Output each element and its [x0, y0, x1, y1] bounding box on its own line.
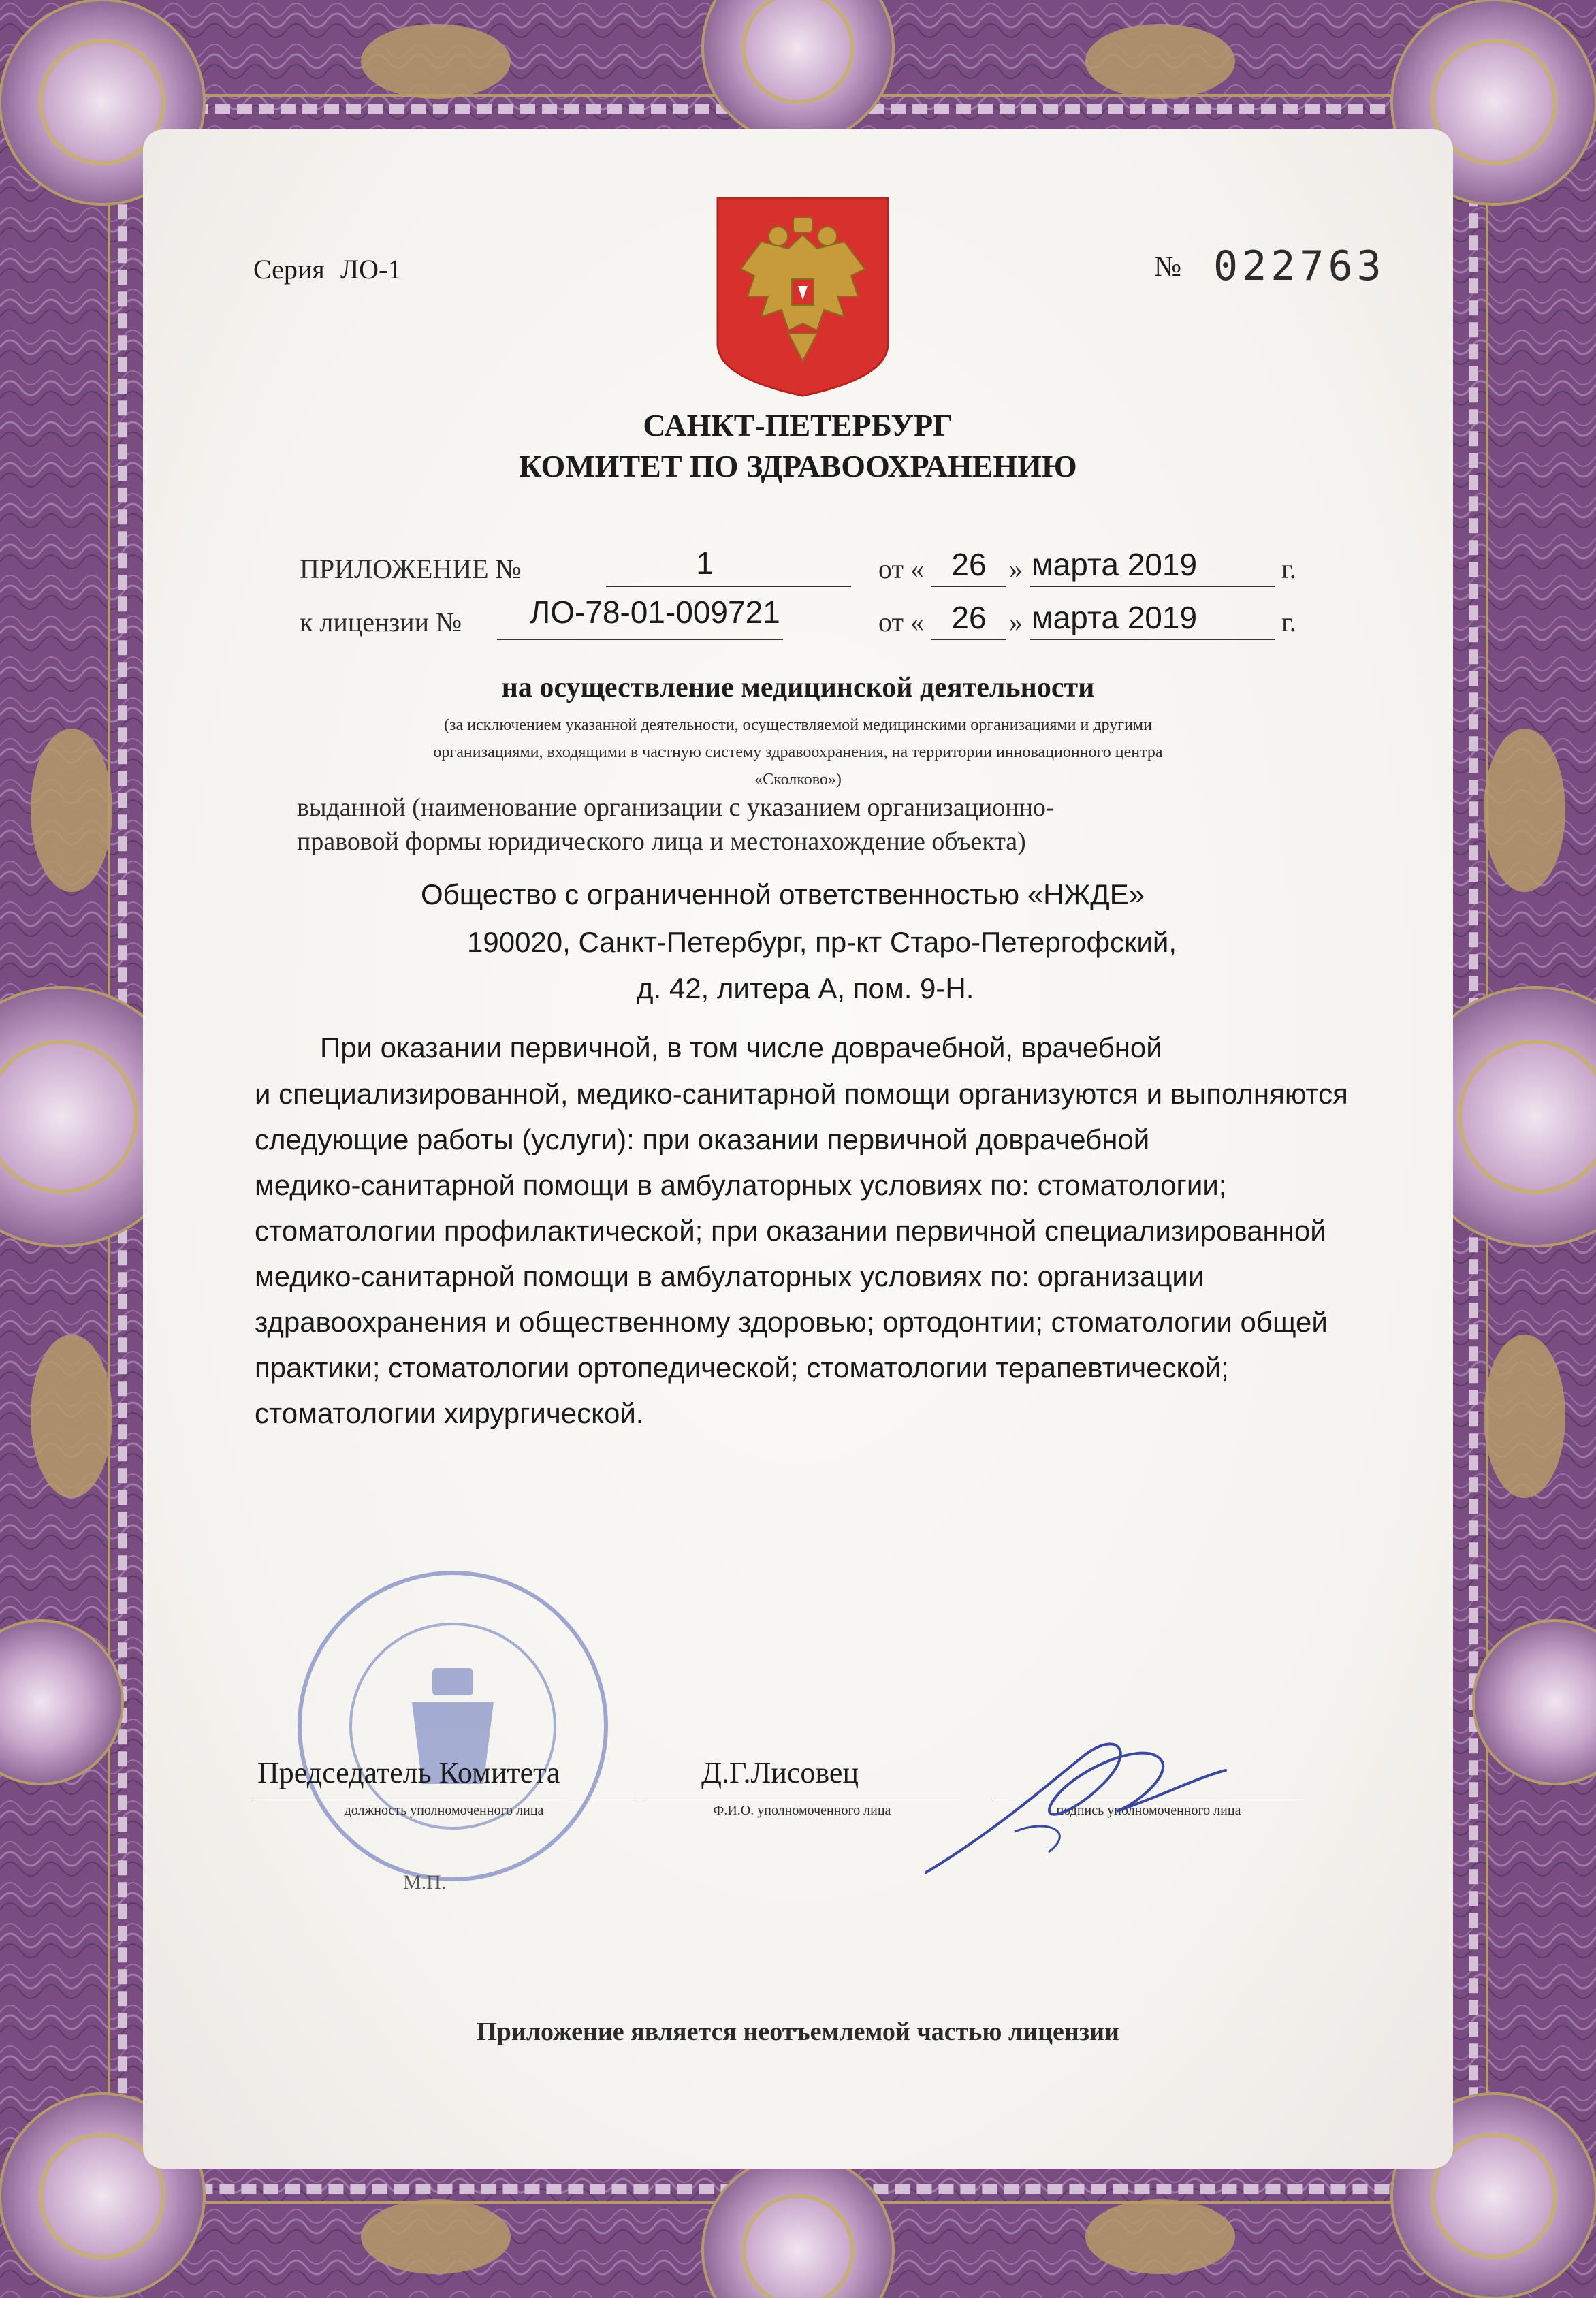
organization-address-line1: 190020, Санкт-Петербург, пр-кт Старо-Петергофский,: [467, 926, 1177, 958]
activity-note-line3: «Сколково»): [754, 771, 842, 788]
issued-line1: выданной (наименование организации с указанием организационно-: [297, 793, 1055, 822]
handwritten-signature: [912, 1729, 1239, 1886]
city-title: САНКТ-ПЕТЕРБУРГ: [643, 408, 953, 443]
services-line: здравоохранения и общественному здоровью; ортодонтии; стоматологии общей: [255, 1306, 1328, 1338]
number-value: 022763: [1213, 242, 1386, 290]
appendix-date-mid: »: [1009, 554, 1023, 584]
license-day: 26: [951, 600, 987, 635]
appendix-date-prefix: от «: [878, 554, 924, 584]
appendix-month-year: марта 2019: [1032, 547, 1198, 582]
sign-caption: подпись уполномоченного лица: [1056, 1803, 1241, 1818]
official-stamp: [293, 1566, 613, 1886]
activity-title: на осуществление медицинской деятельности: [501, 672, 1095, 703]
double-headed-eagle-emblem: [714, 194, 892, 398]
name-caption: Ф.И.О. уполномоченного лица: [713, 1803, 891, 1818]
license-date-mid: »: [1009, 607, 1023, 637]
committee-title: КОМИТЕТ ПО ЗДРАВООХРАНЕНИЮ: [519, 449, 1077, 483]
license-year-suffix: г.: [1281, 607, 1296, 637]
footer-note: Приложение является неотъемлемой частью лицензии: [477, 2017, 1119, 2046]
license-number: ЛО-78-01-009721: [530, 594, 780, 630]
signatory-position: Председатель Комитета: [257, 1756, 560, 1789]
signatory-name: Д.Г.Лисовец: [701, 1756, 859, 1789]
services-line: практики; стоматологии ортопедической; стоматологии терапевтической;: [255, 1352, 1229, 1384]
activity-note-line2: организациями, входящими в частную систему здравоохранения, на территории инновационного центра: [433, 744, 1163, 761]
number-label: №: [1154, 251, 1182, 283]
organization-address-line2: д. 42, литера А, пом. 9-Н.: [637, 972, 974, 1004]
organization-name: Общество с ограниченной ответственностью «НЖДЕ»: [421, 878, 1145, 910]
position-caption: должность уполномоченного лица: [344, 1803, 544, 1818]
services-line: и специализированной, медико-санитарной помощи организуются и выполняются: [255, 1078, 1348, 1110]
appendix-label: ПРИЛОЖЕНИЕ №: [300, 554, 522, 584]
services-line: медико-санитарной помощи в амбулаторных условиях по: организации: [255, 1260, 1204, 1292]
license-label: к лицензии №: [300, 607, 462, 637]
activity-note-line1: (за исключением указанной деятельности, осуществляемой медицинскими организациями и другими: [444, 716, 1152, 734]
services-line: медико-санитарной помощи в амбулаторных условиях по: стоматологии;: [255, 1169, 1227, 1201]
services-line: При оказании первичной, в том числе доврачебной, врачебной: [320, 1032, 1162, 1064]
services-line: стоматологии профилактической; при оказании первичной специализированной: [255, 1215, 1326, 1247]
license-date-prefix: от «: [878, 607, 924, 637]
license-month-year: марта 2019: [1032, 600, 1198, 635]
services-line: стоматологии хирургической.: [255, 1397, 644, 1429]
appendix-day: 26: [951, 547, 987, 582]
seal-mark: М.П.: [403, 1871, 447, 1894]
appendix-year-suffix: г.: [1281, 554, 1296, 584]
issued-line2: правовой формы юридического лица и местонахождение объекта): [297, 827, 1026, 856]
services-line: следующие работы (услуги): при оказании первичной доврачебной: [255, 1123, 1150, 1155]
series-label: Серия: [253, 254, 325, 285]
series-value: ЛО-1: [340, 254, 402, 285]
appendix-number: 1: [696, 545, 714, 581]
